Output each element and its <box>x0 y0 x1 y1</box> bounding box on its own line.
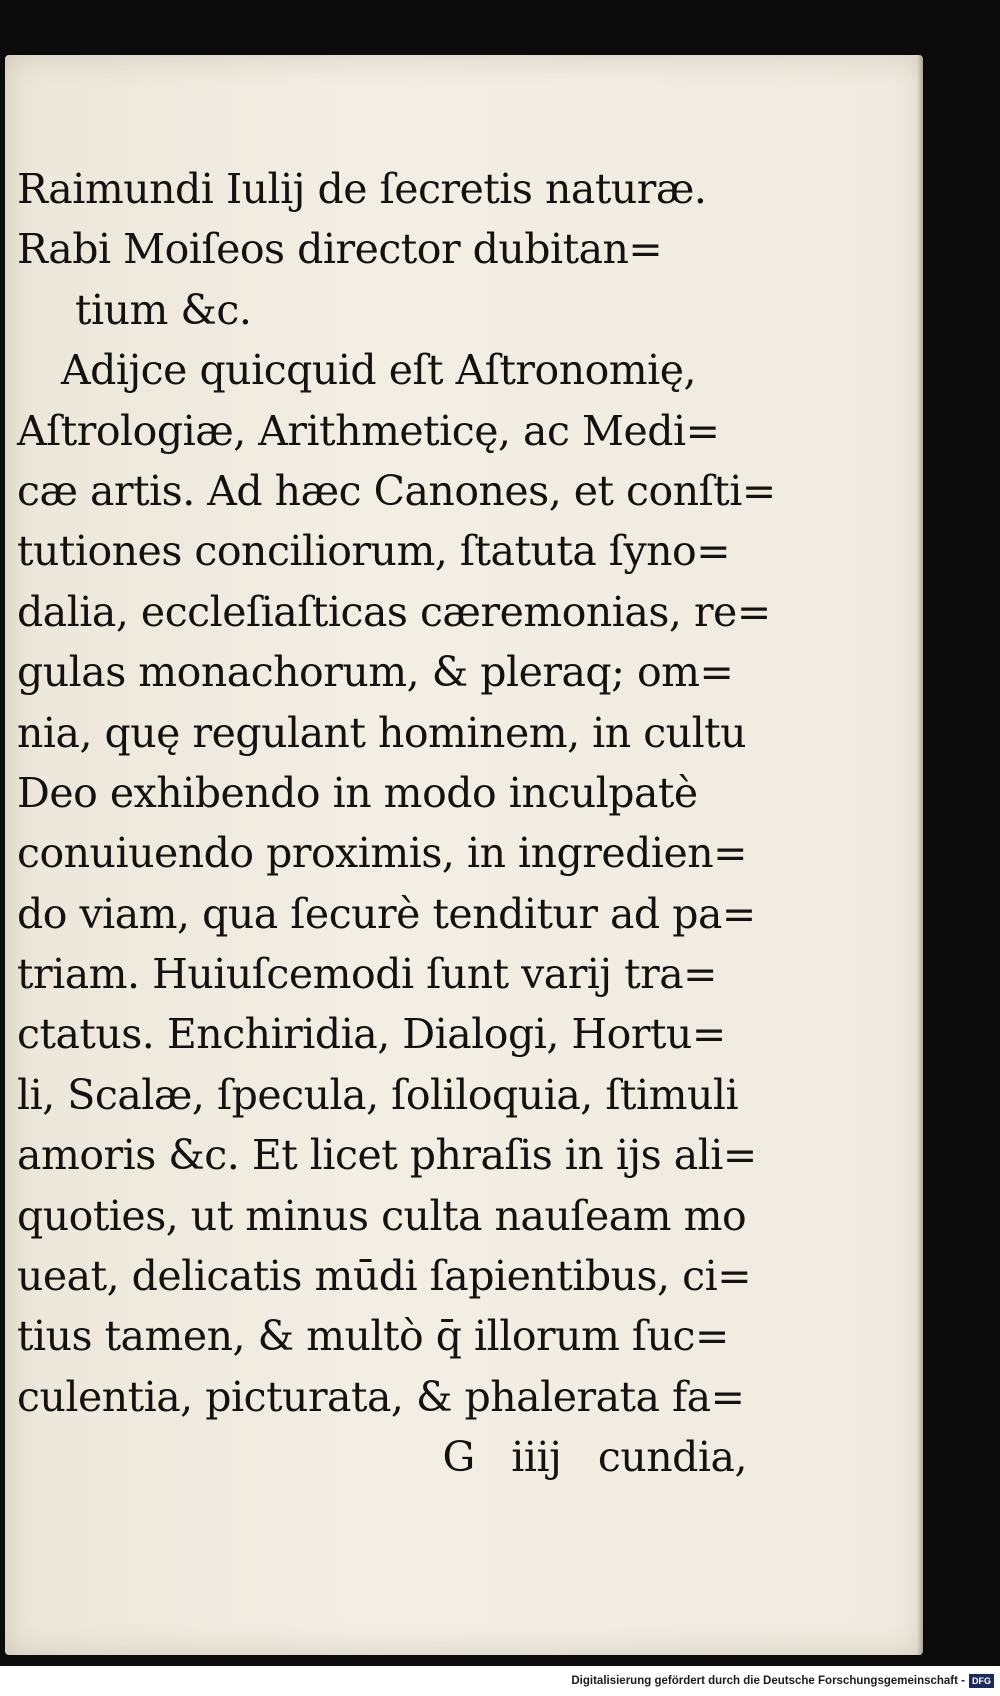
text-line-3: tium &c. <box>75 285 252 334</box>
digitization-footer <box>0 1666 1000 1696</box>
text-line-19: ueat, delicatis mūdi ſapientibus, ci= <box>17 1252 752 1301</box>
text-line-15: ctatus. Enchiridia, Dialogi, Hortu= <box>17 1010 726 1059</box>
text-line-2: Rabi Moiſeos director dubitan= <box>17 225 663 274</box>
text-line-5: Aſtrologiæ, Arithmeticę, ac Medi= <box>17 406 720 455</box>
book-page <box>5 55 923 1655</box>
text-line-18: quoties, ut minus culta nauſeam mo <box>17 1191 747 1240</box>
text-line-9: gulas monachorum, & pleraq; om= <box>17 648 734 697</box>
text-line-16: li, Scalæ, ſpecula, ſoliloquia, ſtimuli <box>17 1070 739 1119</box>
text-line-14: triam. Huiuſcemodi ſunt varij tra= <box>17 950 718 999</box>
text-line-6: cæ artis. Ad hæc Canones, et conſti= <box>17 466 776 515</box>
page-text-block <box>17 159 776 1488</box>
text-line-20: tius tamen, & multò q̄ illorum ſuc= <box>17 1312 729 1361</box>
text-line-17: amoris &c. Et licet phraſis in ijs ali= <box>17 1131 757 1180</box>
text-line-1: Raimundi Iulij de ſecretis naturæ. <box>17 165 707 213</box>
text-line-21: culentia, picturata, & phalerata fa= <box>17 1372 745 1421</box>
text-line-11: Deo exhibendo in modo inculpatè <box>17 768 698 817</box>
text-line-7: tutiones conciliorum, ſtatuta ſyno= <box>17 527 731 576</box>
text-line-8: dalia, eccleſiaſticas cæremonias, re= <box>17 587 771 636</box>
signature-catchword-line: G iiij cundia, <box>442 1433 747 1482</box>
dfg-logo: DFG <box>969 1674 994 1688</box>
text-line-4: Adijce quicquid eſt Aſtronomię, <box>61 346 697 395</box>
text-line-10: nia, quę regulant hominem, in cultu <box>17 708 747 757</box>
text-line-13: do viam, qua ſecurè tenditur ad pa= <box>17 889 756 938</box>
text-line-12: conuiuendo proximis, in ingredien= <box>17 829 748 878</box>
footer-credit-text: Digitalisierung gefördert durch die Deutsche Forschungsgemeinschaft - <box>571 1675 965 1687</box>
